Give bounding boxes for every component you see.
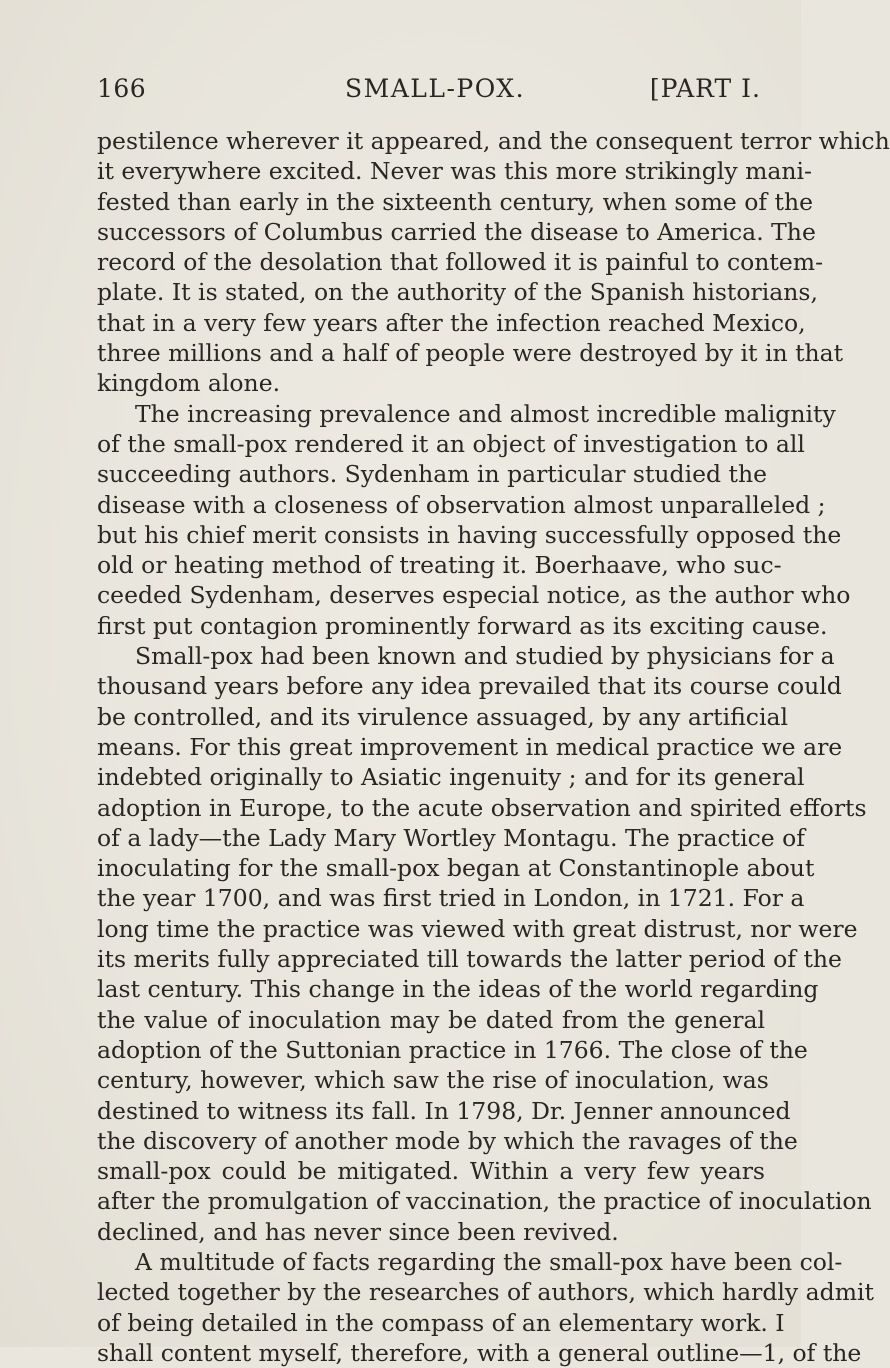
text-line: Small-pox had been known and studied by physicians for a bbox=[135, 642, 835, 671]
text-line: lected together by the researches of authors, which hardly admit bbox=[97, 1278, 874, 1307]
text-line: three millions and a half of people were destroyed by it in that bbox=[97, 339, 844, 368]
text-line: successors of Columbus carried the disease to America. The bbox=[97, 217, 816, 246]
text-line: first put contagion prominently forward as its exciting cause. bbox=[97, 611, 828, 640]
text-line: old or heating method of treating it. Boerhaave, who suc- bbox=[97, 551, 782, 580]
text-line: succeeding authors. Sydenham in particular studied the bbox=[97, 460, 768, 489]
text-line: means. For this great improvement in medical practice we are bbox=[97, 732, 843, 761]
text-line: fested than early in the sixteenth century, when some of the bbox=[97, 187, 814, 216]
text-line: of the small-pox rendered it an object of investigation to all bbox=[97, 429, 805, 458]
text-line: of a lady—the Lady Mary Wortley Montagu. The practice of bbox=[97, 823, 806, 852]
text-line: that in a very few years after the infection reached Mexico, bbox=[97, 308, 806, 337]
text-line: the value of inoculation may be dated from the general bbox=[97, 1005, 765, 1034]
text-line: long time the practice was viewed with great distrust, nor were bbox=[97, 914, 858, 943]
text-line: plate. It is stated, on the authority of the Spanish historians, bbox=[97, 278, 818, 307]
text-line: destined to witness its fall. In 1798, Dr. Jenner announced bbox=[97, 1096, 791, 1125]
text-line: record of the desolation that followed it is painful to contem- bbox=[97, 248, 824, 277]
text-line: of being detailed in the compass of an elementary work. I bbox=[97, 1308, 785, 1337]
text-line: The increasing prevalence and almost incredible malignity bbox=[135, 399, 836, 428]
text-line: disease with a closeness of observation almost unparalleled ; bbox=[97, 490, 826, 519]
running-title: SMALL-POX. bbox=[345, 74, 526, 103]
text-line: shall content myself, therefore, with a general outline—1, of the bbox=[97, 1338, 862, 1367]
text-line: pestilence wherever it appeared, and the consequent terror which bbox=[97, 127, 890, 155]
text-line: inoculating for the small-pox began at Constantinople about bbox=[97, 854, 815, 883]
text-line: kingdom alone. bbox=[97, 369, 281, 398]
text-line: it everywhere excited. Never was this more strikingly mani- bbox=[97, 157, 812, 186]
text-line: last century. This change in the ideas of the world regarding bbox=[97, 975, 819, 1004]
text-line: after the promulgation of vaccination, the practice of inoculation bbox=[97, 1187, 872, 1216]
text-line: its merits fully appreciated till towards the latter period of the bbox=[97, 945, 842, 974]
text-line: adoption of the Suttonian practice in 1766. The close of the bbox=[97, 1035, 808, 1064]
text-line: thousand years before any idea prevailed that its course could bbox=[97, 672, 842, 701]
text-line: adoption in Europe, to the acute observation and spirited efforts bbox=[97, 793, 867, 822]
page-number: 166 bbox=[97, 74, 147, 103]
text-line: A multitude of facts regarding the small-pox have been col- bbox=[135, 1247, 843, 1276]
text-line: but his chief merit consists in having successfully opposed the bbox=[97, 520, 842, 549]
running-head bbox=[97, 74, 763, 108]
text-line: declined, and has never since been revived. bbox=[97, 1217, 619, 1246]
text-line: century, however, which saw the rise of inoculation, was bbox=[97, 1066, 769, 1095]
body-text bbox=[97, 126, 890, 1368]
text-line: the year 1700, and was first tried in London, in 1721. For a bbox=[97, 884, 805, 913]
text-line: ceeded Sydenham, deserves especial notice, as the author who bbox=[97, 581, 851, 610]
text-line: be controlled, and its virulence assuaged, by any artificial bbox=[97, 702, 788, 731]
text-line: small-pox could be mitigated. Within a very few years bbox=[97, 1157, 765, 1186]
part-label: [PART I. bbox=[649, 74, 761, 103]
text-line: the discovery of another mode by which the ravages of the bbox=[97, 1126, 798, 1155]
text-line: indebted originally to Asiatic ingenuity ; and for its general bbox=[97, 763, 805, 792]
